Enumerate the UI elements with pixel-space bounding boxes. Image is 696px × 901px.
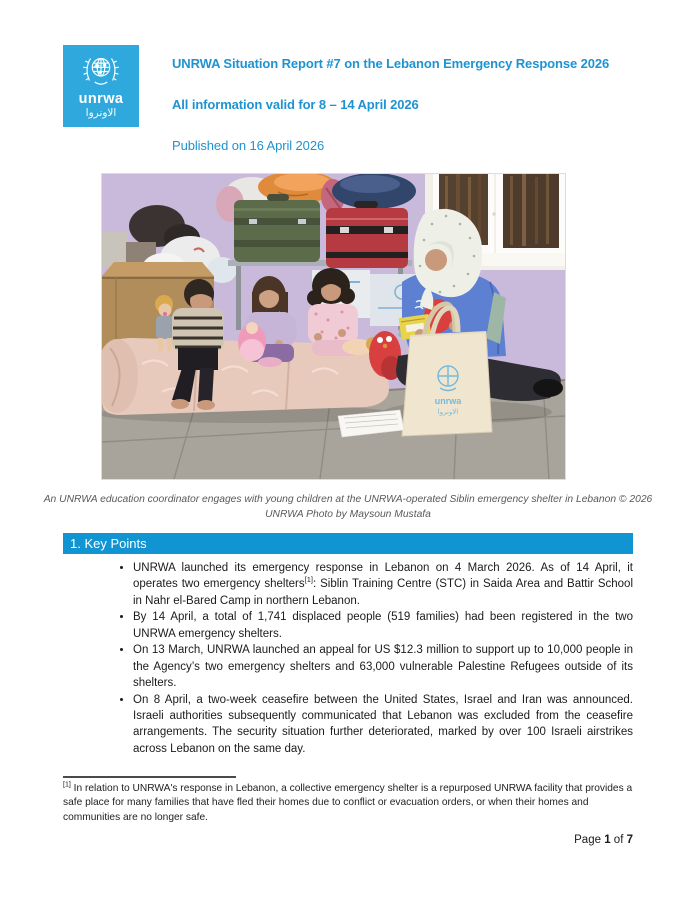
report-photo: [102, 174, 565, 479]
caption-line-1: An UNRWA education coordinator engages with young children at the UNRWA-operated Siblin emergency shelter in Lebanon © 2026: [43, 494, 653, 505]
unrwa-logo: [63, 45, 139, 127]
key-points-list: [63, 560, 633, 757]
total-pages: 7: [626, 834, 633, 846]
bullet-text: On 13 March, UNRWA launched an appeal for US $12.3 million to support up to 10,000 people in the Agency’s two emergency shelters and 63,000 vulnerable Palestine Refugees outside of its shelters.: [133, 644, 633, 690]
footnote-divider: [63, 776, 236, 778]
footnote-ref: [1]: [304, 575, 313, 585]
bullet-item: [133, 642, 633, 691]
tote-wordmark: unrwa: [434, 396, 462, 406]
page-word: Page: [574, 834, 605, 846]
report-title: UNRWA Situation Report #7 on the Lebanon Emergency Response 2026: [172, 56, 610, 71]
of-word: of: [610, 834, 627, 846]
un-emblem-icon: [80, 51, 122, 91]
bullet-item: [133, 692, 633, 758]
footnote: [63, 782, 637, 825]
logo-wordmark-arabic: الاونروا: [85, 106, 117, 119]
bullet-text: UNRWA launched its emergency response in Lebanon on 4 March 2026. As of 14 April, it operates two emergency shelters: [133, 562, 633, 591]
bullet-item: [133, 609, 633, 642]
bullet-text: By 14 April, a total of 1,741 displaced people (519 families) had been registered in the two UNRWA emergency shelters.: [133, 611, 633, 640]
caption-line-2: UNRWA Photo by Maysoun Mustafa: [265, 509, 431, 521]
footnote-marker: [1]: [63, 781, 71, 789]
page-number: 1: [604, 834, 611, 846]
page-footer: [574, 834, 633, 846]
validity-line: All information valid for 8 – 14 April 2026: [172, 97, 419, 112]
published-line: Published on 16 April 2026: [172, 138, 325, 153]
photo-caption: [33, 492, 663, 523]
section-heading-key-points: 1. Key Points: [63, 533, 633, 554]
bullet-text: : Siblin Training Centre (STC) in Saida Area and Battir School in Nahr el-Bared Camp in northern Lebanon.: [133, 578, 633, 607]
logo-wordmark: unrwa: [78, 91, 124, 107]
tote-wordmark-arabic: الاونروا: [437, 408, 459, 416]
footnote-text: In relation to UNRWA's response in Lebanon, a collective emergency shelter is a repurposed UNRWA facility that provides a safe place for many families that have fled their homes due to conflict or evacuation orders, or when their homes and communities are no longer safe.: [63, 783, 633, 823]
bullet-text: On 8 April, a two-week ceasefire between the United States, Israel and Iran was announced. Israeli authorities subsequently communicated that Lebanon was excluded from the ceasefire arrangements. The security situation further deteriorated, marked by over 100 Israeli airstrikes across Lebanon on the same day.: [133, 693, 633, 755]
bullet-item: [133, 560, 633, 609]
